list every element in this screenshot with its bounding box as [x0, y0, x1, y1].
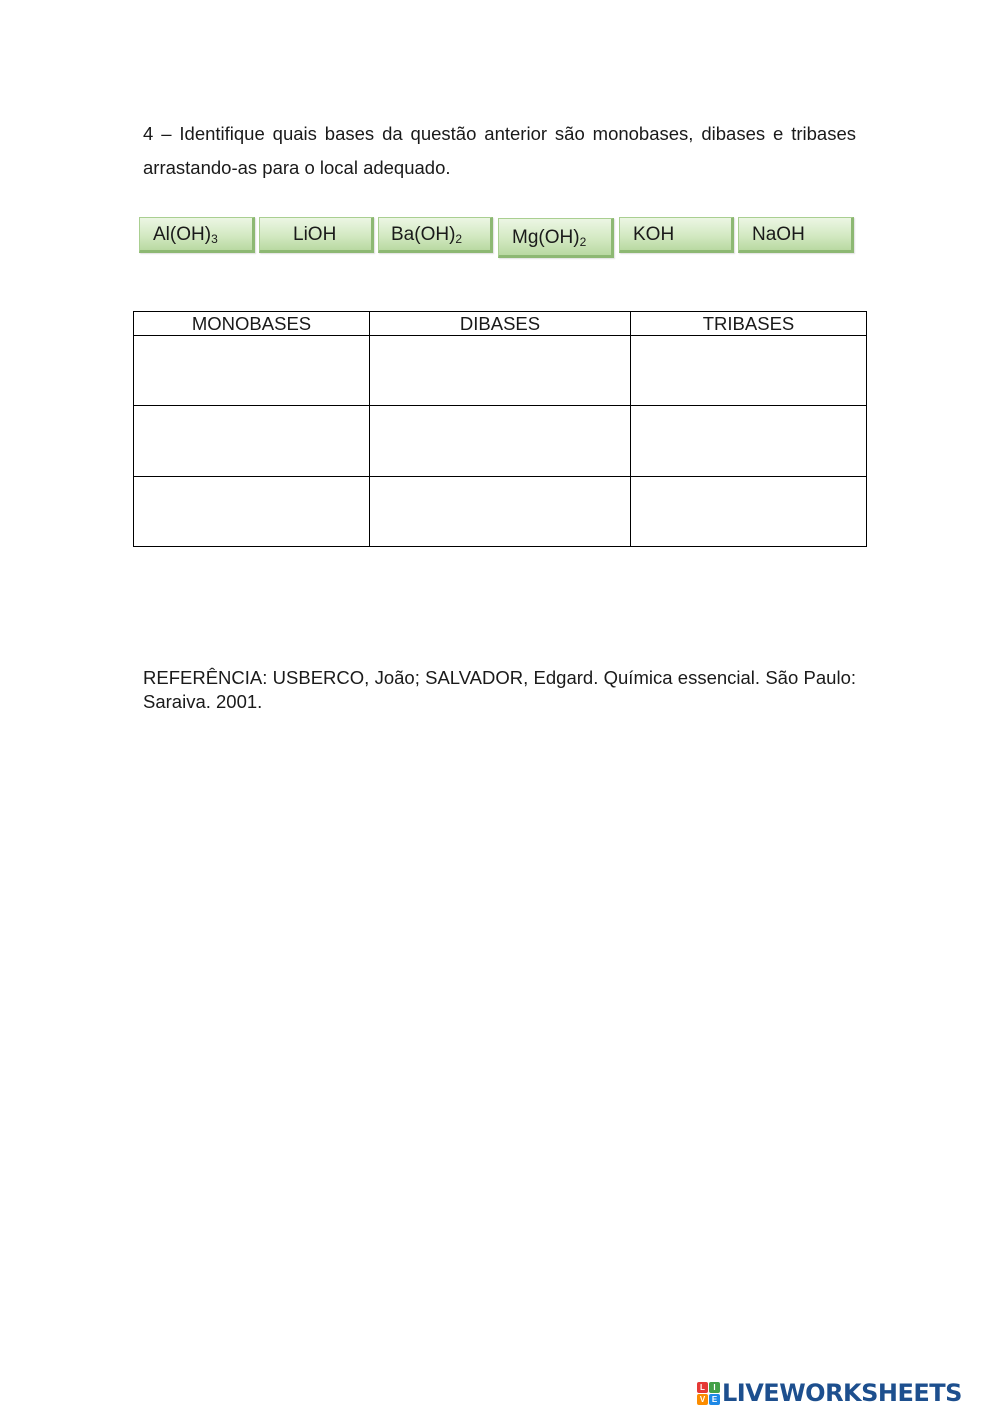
tile-formula: $Ba(OH)_2$ — [391, 224, 463, 246]
drag-tile-potassium-hydroxide[interactable] — [619, 217, 734, 253]
tile-formula: NaOH — [752, 224, 805, 245]
header-monobases: MONOBASES — [134, 312, 370, 336]
logo-letter: I — [709, 1382, 720, 1393]
drop-zone-monobases[interactable] — [134, 476, 370, 546]
drop-zone-monobases[interactable] — [134, 406, 370, 476]
tile-formula: $Mg(OH)_2$ — [512, 227, 587, 249]
drop-zone-tribases[interactable] — [631, 476, 867, 546]
header-tribases: TRIBASES — [631, 312, 867, 336]
table-row — [134, 406, 867, 476]
reference-citation: REFERÊNCIA: USBERCO, João; SALVADOR, Edgard. Química essencial. São Paulo: Saraiva. 2001. — [143, 667, 856, 712]
drop-zone-dibases[interactable] — [370, 336, 631, 406]
classification-table — [133, 311, 867, 547]
drag-tile-aluminium-hydroxide[interactable] — [139, 217, 255, 253]
drop-zone-tribases[interactable] — [631, 336, 867, 406]
table-row — [134, 476, 867, 546]
liveworksheets-wordmark: LIVEWORKSHEETS — [722, 1379, 962, 1407]
logo-letter: V — [697, 1394, 708, 1405]
drag-tile-magnesium-hydroxide[interactable] — [498, 218, 614, 258]
drop-zone-dibases[interactable] — [370, 406, 631, 476]
table-header-row — [134, 312, 867, 336]
liveworksheets-logo-icon — [697, 1382, 720, 1405]
table-row — [134, 336, 867, 406]
tile-formula: KOH — [633, 224, 675, 245]
draggable-answer-bank — [0, 0, 1000, 300]
drop-zone-monobases[interactable] — [134, 336, 370, 406]
logo-letter: E — [709, 1394, 720, 1405]
header-dibases: DIBASES — [370, 312, 631, 336]
logo-letter: L — [697, 1382, 708, 1393]
drag-tile-barium-hydroxide[interactable] — [378, 217, 493, 253]
drag-tile-sodium-hydroxide[interactable] — [738, 217, 854, 253]
liveworksheets-logo[interactable] — [697, 1377, 962, 1409]
drag-tile-lithium-hydroxide[interactable] — [259, 217, 374, 253]
drop-zone-tribases[interactable] — [631, 406, 867, 476]
question-text: 4 – Identifique quais bases da questão anterior são monobases, dibases e tribases arrastando-as para o local adequado. — [143, 123, 856, 178]
tile-formula: LiOH — [293, 224, 337, 245]
tile-formula: $Al(OH)_3$ — [153, 224, 218, 246]
drop-zone-dibases[interactable] — [370, 476, 631, 546]
